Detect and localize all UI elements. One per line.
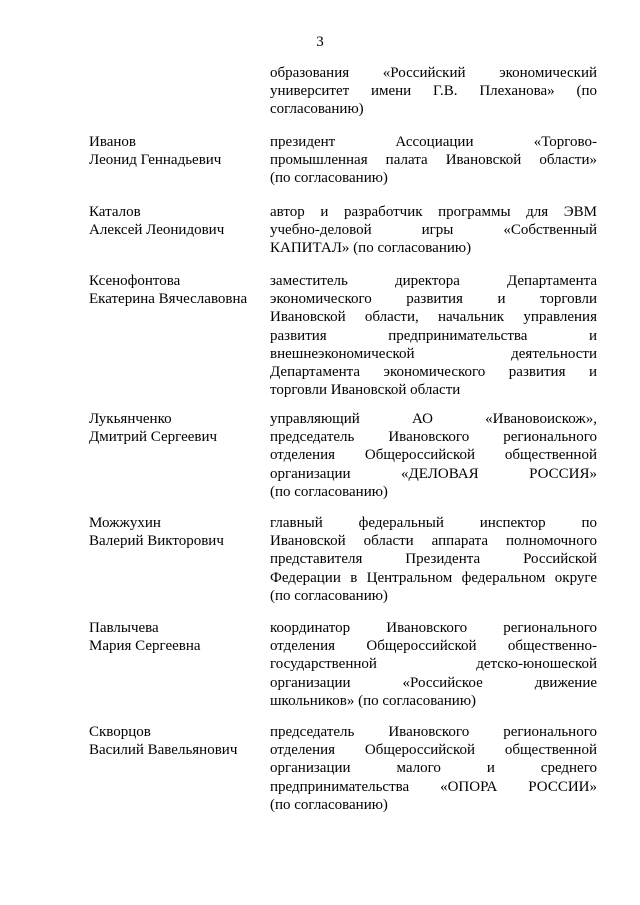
member-surname: Можжухин xyxy=(89,515,161,531)
member-given-names: Мария Сергеевна xyxy=(89,638,201,654)
member-name xyxy=(89,619,269,655)
role-line: президент Ассоциации «Торгово- xyxy=(270,134,597,150)
role-line: координатор Ивановского регионального xyxy=(270,620,597,636)
role-line: согласованию) xyxy=(270,101,364,118)
member-surname: Ксенофонтова xyxy=(89,273,181,289)
role-line: экономического развития и торговли xyxy=(270,291,597,308)
member-name xyxy=(89,203,269,239)
role-line: промышленная палата Ивановской области» xyxy=(270,152,597,169)
role-line: учебно-деловой игры «Собственный xyxy=(270,222,597,239)
role-line: председатель Ивановского регионального xyxy=(270,429,597,446)
role-line: Ивановской области аппарата полномочного xyxy=(270,533,597,550)
member-role xyxy=(270,272,597,399)
role-line: Ивановской области, начальник управления xyxy=(270,309,597,326)
member-surname: Иванов xyxy=(89,134,136,150)
continued-role-text xyxy=(270,64,597,119)
role-line: управляющий АО «Ивановоискож», xyxy=(270,411,597,427)
member-role xyxy=(270,723,597,814)
role-line: Департамента экономического развития и xyxy=(270,364,597,381)
member-role xyxy=(270,514,597,605)
member-surname: Павлычева xyxy=(89,620,159,636)
role-line: КАПИТАЛ» (по согласованию) xyxy=(270,240,472,257)
role-line: представителя Президента Российской xyxy=(270,551,597,568)
role-line: образования «Российский экономический xyxy=(270,65,597,81)
member-surname: Скворцов xyxy=(89,724,151,740)
member-given-names: Леонид Геннадьевич xyxy=(89,152,222,168)
role-line: заместитель директора Департамента xyxy=(270,273,597,289)
member-given-names: Василий Вавельянович xyxy=(89,742,238,758)
role-line: (по согласованию) xyxy=(270,796,388,813)
role-line: (по согласованию) xyxy=(270,483,388,500)
role-line: предпринимательства «ОПОРА РОССИИ» xyxy=(270,778,597,795)
member-given-names: Екатерина Вячеславовна xyxy=(89,291,248,307)
role-line: (по согласованию) xyxy=(270,587,388,604)
role-line: государственной детско-юношеской xyxy=(270,656,597,673)
member-given-names: Дмитрий Сергеевич xyxy=(89,429,218,445)
role-line: (по согласованию) xyxy=(270,170,388,187)
role-line: автор и разработчик программы для ЭВМ xyxy=(270,204,597,220)
member-role xyxy=(270,133,597,188)
member-role xyxy=(270,203,597,258)
role-line: школьников» (по согласованию) xyxy=(270,692,477,709)
member-role xyxy=(270,619,597,710)
page-number: 3 xyxy=(316,34,324,50)
role-line: отделения Общероссийской общественной xyxy=(270,742,597,759)
role-line: отделения Общероссийской общественной xyxy=(270,447,597,464)
role-line: организации «ДЕЛОВАЯ РОССИЯ» xyxy=(270,465,597,482)
role-line: торговли Ивановской области xyxy=(270,382,461,399)
role-line: главный федеральный инспектор по xyxy=(270,515,597,531)
member-surname: Лукьянченко xyxy=(89,411,172,427)
role-line: отделения Общероссийской общественно- xyxy=(270,638,597,655)
role-line: организации малого и среднего xyxy=(270,760,597,777)
role-line: Федерации в Центральном федеральном округе xyxy=(270,569,597,586)
member-surname: Каталов xyxy=(89,204,141,220)
member-name xyxy=(89,723,269,759)
member-name xyxy=(89,133,269,169)
member-name xyxy=(89,272,269,308)
member-role xyxy=(270,410,597,501)
role-line: университет имени Г.В. Плеханова» (по xyxy=(270,83,597,100)
role-line: организации «Российское движение xyxy=(270,674,597,691)
role-line: внешнеэкономической деятельности xyxy=(270,345,597,362)
member-name xyxy=(89,410,269,446)
member-name xyxy=(89,514,269,550)
role-line: председатель Ивановского регионального xyxy=(270,724,597,740)
member-given-names: Алексей Леонидович xyxy=(89,222,225,238)
member-given-names: Валерий Викторович xyxy=(89,533,224,549)
role-line: развития предпринимательства и xyxy=(270,327,597,344)
